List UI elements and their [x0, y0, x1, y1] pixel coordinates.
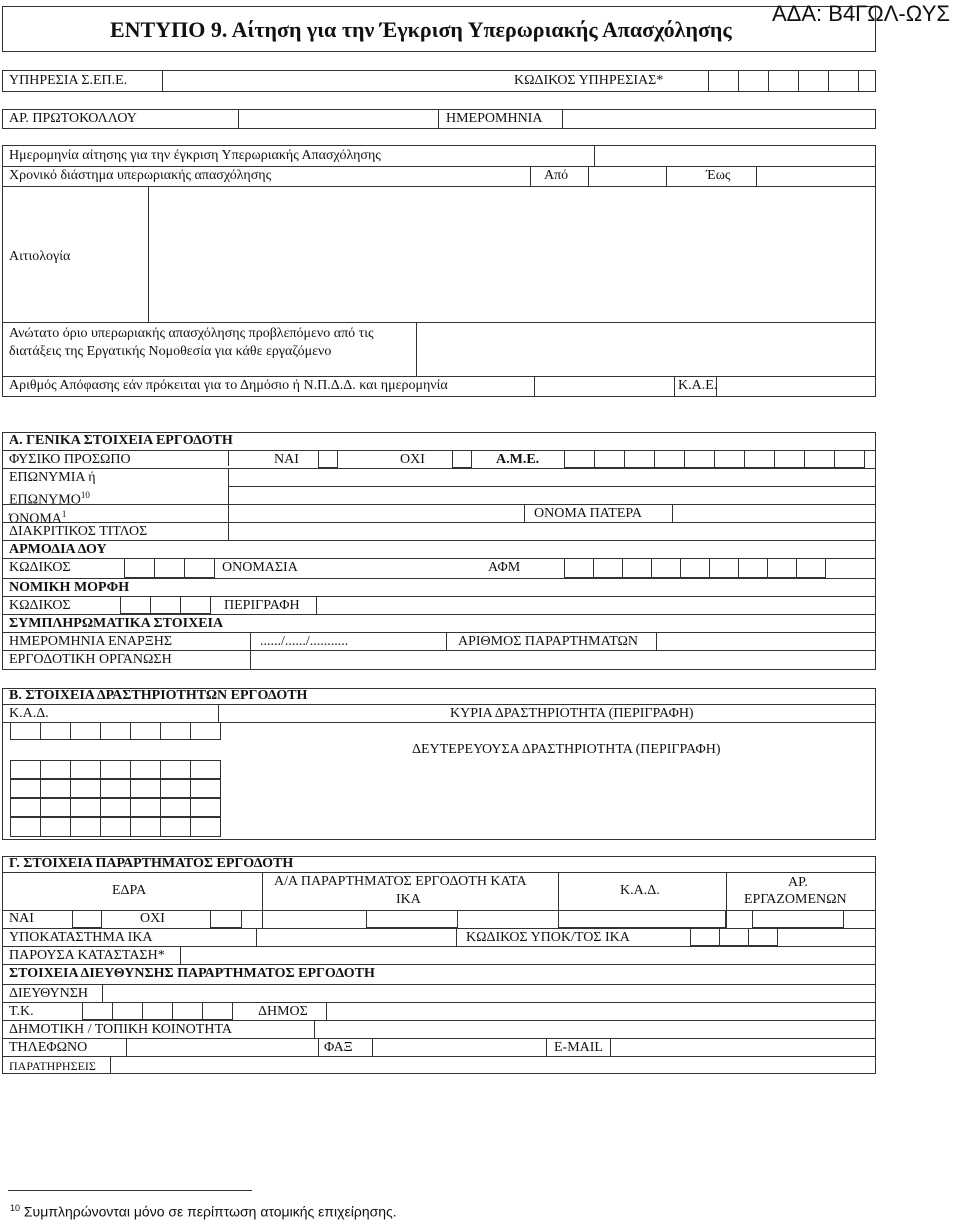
ika-code-cell[interactable]	[690, 928, 720, 946]
kad-secondary-cell[interactable]	[10, 760, 41, 779]
start-date-value[interactable]: ....../....../...........	[260, 634, 349, 649]
natural-person-yes-checkbox[interactable]	[318, 450, 338, 468]
branch-kad-field[interactable]	[558, 910, 726, 928]
kad-secondary-cell[interactable]	[70, 798, 101, 817]
first-name-footnote-ref: 1	[61, 509, 67, 519]
tax-code-cell[interactable]	[184, 558, 215, 578]
request-date-label: Ημερομηνία αίτησης για την έγκριση Υπερωριακής Απασχόλησης	[9, 148, 381, 163]
kad-secondary-cell[interactable]	[10, 779, 41, 798]
ame-cell[interactable]	[684, 450, 715, 468]
legal-code-cell[interactable]	[150, 596, 181, 614]
justification-label: Αιτιολογία	[9, 249, 71, 264]
postal-code-cell[interactable]	[112, 1002, 143, 1020]
seat-no-label: ΟΧΙ	[140, 911, 165, 926]
kad-secondary-cell[interactable]	[160, 760, 191, 779]
ame-cell[interactable]	[774, 450, 805, 468]
community-label: ΔΗΜΟΤΙΚΗ / ΤΟΠΙΚΗ ΚΟΙΝΟΤΗΤΑ	[9, 1022, 232, 1037]
employees-label-line2: ΕΡΓΑΖΟΜΕΝΩΝ	[744, 892, 847, 907]
branch-kad-label: Κ.Α.Δ.	[620, 883, 660, 898]
kad-secondary-cell[interactable]	[40, 798, 71, 817]
kad-secondary-cell[interactable]	[130, 817, 161, 837]
first-name-label-text: ΌΝΟΜΑ	[9, 511, 62, 527]
start-date-label: ΗΜΕΡΟΜΗΝΙΑ ΕΝΑΡΞΗΣ	[9, 634, 172, 649]
service-code-label: ΚΩΔΙΚΟΣ ΥΠΗΡΕΣΙΑΣ*	[514, 73, 664, 88]
address-title: ΣΤΟΙΧΕΙΑ ΔΙΕΥΘΥΝΣΗΣ ΠΑΡΑΡΤΗΜΑΤΟΣ ΕΡΓΟΔΟΤΗ	[9, 966, 375, 981]
service-label: ΥΠΗΡΕΣΙΑ Σ.ΕΠ.Ε.	[9, 73, 128, 88]
ame-cell[interactable]	[804, 450, 835, 468]
kad-secondary-cell[interactable]	[160, 779, 191, 798]
surname-footnote-ref: 10	[80, 490, 90, 500]
kad-secondary-cell[interactable]	[130, 798, 161, 817]
kad-secondary-cell[interactable]	[190, 798, 221, 817]
period-label: Χρονικό διάστημα υπερωριακής απασχόλησης	[9, 168, 272, 183]
kad-secondary-cell[interactable]	[130, 760, 161, 779]
legal-code-label: ΚΩΔΙΚΟΣ	[9, 598, 71, 613]
phone-label: ΤΗΛΕΦΩΝΟ	[9, 1040, 88, 1055]
branch-no-label-line2: ΙΚΑ	[396, 892, 421, 907]
natural-person-no-label: ΟΧΙ	[400, 452, 425, 467]
kad-secondary-cell[interactable]	[100, 779, 131, 798]
footnote-separator	[8, 1190, 252, 1191]
tax-code-cell[interactable]	[154, 558, 185, 578]
afm-cell[interactable]	[593, 558, 623, 578]
branch-no-field[interactable]	[366, 910, 458, 928]
ada-stamp: ΑΔΑ: Β4ΓΩΛ-ΩΥΣ	[772, 1, 950, 26]
footnote-number: 10	[10, 1203, 21, 1213]
ame-cell[interactable]	[654, 450, 685, 468]
ame-cell[interactable]	[714, 450, 745, 468]
service-code-cell[interactable]	[798, 70, 829, 92]
kad-secondary-cell[interactable]	[10, 817, 41, 837]
footnote-text: Συμπληρώνονται μόνο σε περίπτωση ατομικής επιχείρησης.	[23, 1203, 397, 1220]
postal-code-cell[interactable]	[142, 1002, 173, 1020]
tax-office-title: ΑΡΜΟΔΙΑ ΔΟΥ	[9, 542, 107, 557]
trade-name-label: ΔΙΑΚΡΙΤΙΚΟΣ ΤΙΤΛΟΣ	[9, 524, 148, 539]
afm-cell[interactable]	[767, 558, 797, 578]
father-name-label: ΟΝΟΜΑ ΠΑΤΕΡΑ	[534, 506, 643, 521]
service-code-cell[interactable]	[708, 70, 739, 92]
natural-person-label: ΦΥΣΙΚΟ ΠΡΟΣΩΠΟ	[9, 452, 131, 467]
kad-secondary-cell[interactable]	[100, 798, 131, 817]
seat-no-checkbox[interactable]	[210, 910, 242, 928]
status-label: ΠΑΡΟΥΣΑ ΚΑΤΑΣΤΑΣΗ*	[9, 948, 165, 963]
ame-label: Α.Μ.Ε.	[496, 452, 540, 467]
tax-code-label: ΚΩΔΙΚΟΣ	[9, 560, 71, 575]
legal-desc-field[interactable]	[316, 596, 876, 614]
company-name-field[interactable]	[228, 486, 876, 487]
kad-main-cell[interactable]	[100, 722, 131, 740]
employees-field[interactable]	[752, 910, 844, 928]
kad-secondary-cell[interactable]	[190, 760, 221, 779]
section-c-title: Γ. ΣΤΟΙΧΕΙΑ ΠΑΡΑΡΤΗΜΑΤΟΣ ΕΡΓΟΔΟΤΗ	[9, 856, 294, 871]
ika-branch-label: ΥΠΟΚΑΤΑΣΤΗΜΑ ΙΚΑ	[9, 930, 153, 945]
secondary-activity-label: ΔΕΥΤΕΡΕΥΟΥΣΑ ΔΡΑΣΤΗΡΙΟΤΗΤΑ (ΠΕΡΙΓΡΑΦΗ)	[412, 742, 721, 757]
form-title: ΕΝΤΥΠΟ 9. Αίτηση για την Έγκριση Υπερωριακής Απασχόλησης	[110, 17, 732, 42]
postal-code-label: Τ.Κ.	[9, 1004, 34, 1019]
legal-code-cell[interactable]	[180, 596, 211, 614]
afm-cell[interactable]	[564, 558, 594, 578]
kad-secondary-cell[interactable]	[100, 760, 131, 779]
kad-main-cell[interactable]	[10, 722, 41, 740]
ame-cell[interactable]	[594, 450, 625, 468]
postal-code-cell[interactable]	[172, 1002, 203, 1020]
kad-secondary-cell[interactable]	[190, 817, 221, 837]
ika-code-label: ΚΩΔΙΚΟΣ ΥΠΟΚ/ΤΟΣ ΙΚΑ	[466, 930, 630, 945]
tax-code-cell[interactable]	[124, 558, 155, 578]
afm-cell[interactable]	[709, 558, 739, 578]
kad-secondary-cell[interactable]	[10, 798, 41, 817]
address-label: ΔΙΕΥΘΥΝΣΗ	[9, 986, 88, 1001]
kad-secondary-cell[interactable]	[70, 817, 101, 837]
tax-name-label: ΟΝΟΜΑΣΙΑ	[222, 560, 298, 575]
company-name-label: ΕΠΩΝΥΜΙΑ ή	[9, 470, 96, 485]
main-activity-label: ΚΥΡΙΑ ΔΡΑΣΤΗΡΙΟΤΗΤΑ (ΠΕΡΙΓΡΑΦΗ)	[450, 706, 694, 721]
period-to-label: Έως	[706, 168, 731, 183]
fax-label: ΦΑΞ	[324, 1040, 353, 1055]
postal-code-cell[interactable]	[82, 1002, 113, 1020]
legal-code-cell[interactable]	[120, 596, 151, 614]
municipality-label: ΔΗΜΟΣ	[258, 1004, 308, 1019]
kad-main-cell[interactable]	[40, 722, 71, 740]
legal-desc-label: ΠΕΡΙΓΡΑΦΗ	[224, 598, 300, 613]
kad-main-cell[interactable]	[130, 722, 161, 740]
section-b-title: Β. ΣΤΟΙΧΕΙΑ ΔΡΑΣΤΗΡΙΟΤΗΤΩΝ ΕΡΓΟΔΟΤΗ	[9, 688, 308, 703]
footnote	[10, 1200, 397, 1220]
max-limit-label-line1: Ανώτατο όριο υπερωριακής απασχόλησης προβλεπόμενο από τις	[9, 326, 374, 341]
ame-cell[interactable]	[564, 450, 595, 468]
kad-secondary-cell[interactable]	[190, 779, 221, 798]
kad-label: Κ.Α.Δ.	[9, 706, 49, 721]
ika-code-cell[interactable]	[719, 928, 749, 946]
kad-secondary-cell[interactable]	[40, 760, 71, 779]
afm-cell[interactable]	[680, 558, 710, 578]
decision-label: Αριθμός Απόφασης εάν πρόκειται για το Δημόσιο ή Ν.Π.Δ.Δ. και ημερομηνία	[9, 378, 448, 393]
natural-person-no-checkbox[interactable]	[452, 450, 472, 468]
kad-main-cell[interactable]	[70, 722, 101, 740]
surname-label-text: ΕΠΩΝΥΜΟ	[9, 492, 81, 508]
seat-yes-checkbox[interactable]	[72, 910, 102, 928]
afm-cell[interactable]	[796, 558, 826, 578]
ame-cell[interactable]	[624, 450, 655, 468]
ame-cell[interactable]	[744, 450, 775, 468]
afm-cell[interactable]	[622, 558, 652, 578]
kad-secondary-cell[interactable]	[40, 779, 71, 798]
natural-person-yes-label: ΝΑΙ	[274, 452, 299, 467]
kad-main-cell[interactable]	[190, 722, 221, 740]
branch-no-label-line1: Α/Α ΠΑΡΑΡΤΗΜΑΤΟΣ ΕΡΓΟΔΟΤΗ ΚΑΤΑ	[274, 874, 527, 889]
service-code-cell[interactable]	[768, 70, 799, 92]
kad-secondary-cell[interactable]	[100, 817, 131, 837]
max-limit-label-line2: διατάξεις της Εργατικής Νομοθεσία για κάθε εργαζόμενο	[9, 344, 332, 359]
email-label: E-MAIL	[554, 1040, 603, 1055]
protocol-date-label: ΗΜΕΡΟΜΗΝΙΑ	[446, 111, 543, 126]
afm-cell[interactable]	[651, 558, 681, 578]
service-code-cell[interactable]	[828, 70, 859, 92]
kad-secondary-cell[interactable]	[160, 817, 191, 837]
afm-cell[interactable]	[738, 558, 768, 578]
employees-label-line1: ΑΡ.	[788, 875, 808, 890]
kad-secondary-cell[interactable]	[70, 760, 101, 779]
section-a-title: Α. ΓΕΝΙΚΑ ΣΤΟΙΧΕΙΑ ΕΡΓΟΔΟΤΗ	[9, 433, 233, 448]
remarks-label: ΠΑΡΑΤΗΡΗΣΕΙΣ	[9, 1059, 96, 1073]
legal-form-title: ΝΟΜΙΚΗ ΜΟΡΦΗ	[9, 580, 130, 595]
protocol-number-label: ΑΡ. ΠΡΩΤΟΚΟΛΛΟΥ	[9, 111, 137, 126]
ika-code-cell[interactable]	[748, 928, 778, 946]
kad-secondary-cell[interactable]	[130, 779, 161, 798]
service-code-cell[interactable]	[738, 70, 769, 92]
branches-count-label: ΑΡΙΘΜΟΣ ΠΑΡΑΡΤΗΜΑΤΩΝ	[458, 634, 639, 649]
seat-yes-label: ΝΑΙ	[9, 911, 34, 926]
kad-secondary-cell[interactable]	[70, 779, 101, 798]
ame-cell[interactable]	[834, 450, 865, 468]
period-from-label: Από	[544, 168, 569, 183]
afm-label: ΑΦΜ	[488, 560, 521, 575]
kad-secondary-cell[interactable]	[40, 817, 71, 837]
kae-label: Κ.Α.Ε.	[678, 378, 718, 393]
postal-code-cell[interactable]	[202, 1002, 233, 1020]
seat-label: ΕΔΡΑ	[112, 883, 147, 898]
kad-main-cell[interactable]	[160, 722, 191, 740]
supplementary-title: ΣΥΜΠΛΗΡΩΜΑΤΙΚΑ ΣΤΟΙΧΕΙΑ	[9, 616, 224, 631]
kad-secondary-cell[interactable]	[160, 798, 191, 817]
employer-org-label: ΕΡΓΟΔΟΤΙΚΗ ΟΡΓΑΝΩΣΗ	[9, 652, 172, 667]
